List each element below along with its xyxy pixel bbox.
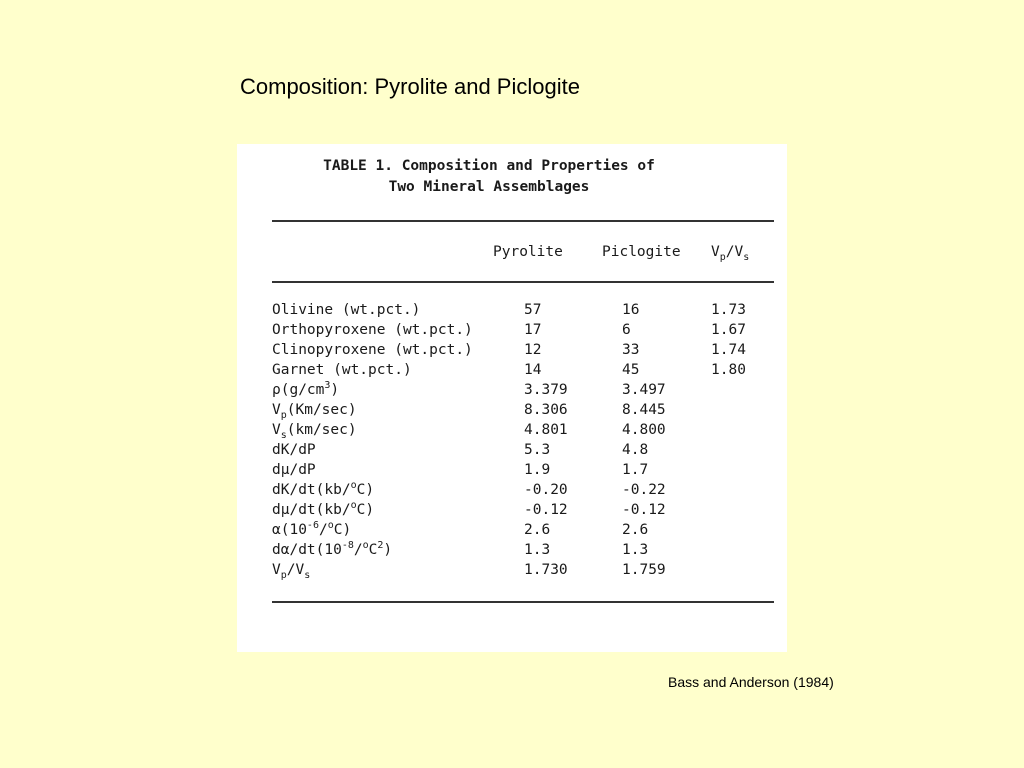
pyrolite-value: -0.20 (524, 482, 568, 498)
header-rule (272, 281, 774, 283)
pyrolite-value: 17 (524, 322, 542, 338)
piclogite-value: 16 (622, 302, 640, 318)
row-label-part: V (272, 562, 281, 578)
vp-vs-value: 1.74 (711, 342, 746, 358)
row-label-sup: 2 (377, 540, 384, 551)
pyrolite-value: 1.9 (524, 462, 551, 478)
row-label-part: C (368, 542, 378, 558)
pyrolite-value: 12 (524, 342, 542, 358)
row-label-part: V (272, 402, 281, 418)
row-label-part: ) (330, 382, 340, 398)
pyrolite-value: 1.730 (524, 562, 568, 578)
vp-vs-value: 1.80 (711, 362, 746, 378)
row-label-part: / (318, 522, 328, 538)
header-pyrolite: Pyrolite (493, 244, 563, 260)
table-image (237, 144, 787, 652)
pyrolite-value: 5.3 (524, 442, 551, 458)
row-label-part: C) (356, 502, 375, 518)
row-label-part: C) (333, 522, 352, 538)
pyrolite-value: 2.6 (524, 522, 551, 538)
row-label: Olivine (wt.pct.) (272, 302, 421, 318)
row-label-part: ρ(g/cm (272, 382, 325, 398)
table-row (237, 462, 787, 482)
row-label-part: dα/dt(10 (272, 542, 342, 558)
table-row (237, 342, 787, 362)
table-row (237, 422, 787, 442)
pyrolite-value: 1.3 (524, 542, 551, 558)
row-label-sup: o (327, 520, 334, 531)
row-label (272, 522, 351, 538)
row-label: Clinopyroxene (wt.pct.) (272, 342, 473, 358)
row-label-sup: o (350, 480, 357, 491)
row-label-sub: p (280, 410, 287, 421)
table-row (237, 562, 787, 582)
pyrolite-value: -0.12 (524, 502, 568, 518)
row-label-part: (km/sec) (286, 422, 357, 438)
vp-vs-value: 1.67 (711, 322, 746, 338)
piclogite-value: 6 (622, 322, 631, 338)
piclogite-value: 1.7 (622, 462, 649, 478)
row-label: Orthopyroxene (wt.pct.) (272, 322, 473, 338)
table-row (237, 402, 787, 422)
table-caption (237, 156, 741, 198)
table-row (237, 382, 787, 402)
header-vp-vs-v: V (711, 244, 720, 260)
row-label: dK/dP (272, 442, 316, 458)
table-row (237, 442, 787, 462)
row-label (272, 482, 374, 498)
row-label (272, 502, 374, 518)
piclogite-value: 4.8 (622, 442, 649, 458)
vp-vs-value: 1.73 (711, 302, 746, 318)
piclogite-value: -0.12 (622, 502, 666, 518)
piclogite-value: 1.3 (622, 542, 649, 558)
row-label-sub: s (280, 430, 287, 441)
table-caption-line-1: TABLE 1. Composition and Properties of (323, 158, 655, 174)
pyrolite-value: 14 (524, 362, 542, 378)
piclogite-value: -0.22 (622, 482, 666, 498)
row-label-part: (Km/sec) (286, 402, 357, 418)
table-body (237, 302, 787, 582)
piclogite-value: 2.6 (622, 522, 649, 538)
row-label-part: dK/dt(kb/ (272, 482, 351, 498)
row-label-sup: -8 (341, 540, 354, 551)
row-label-part: / (353, 542, 363, 558)
row-label-part: ) (383, 542, 393, 558)
row-label-part: V (272, 422, 281, 438)
table-row (237, 362, 787, 382)
row-label-sup: o (350, 500, 357, 511)
table-row (237, 522, 787, 542)
piclogite-value: 3.497 (622, 382, 666, 398)
piclogite-value: 1.759 (622, 562, 666, 578)
row-label-sub: s (304, 570, 311, 581)
row-label (272, 402, 357, 421)
slide-title: Composition: Pyrolite and Piclogite (240, 74, 580, 99)
header-vp-vs (711, 244, 750, 263)
pyrolite-value: 57 (524, 302, 542, 318)
header-vp-vs-sub-p: p (719, 252, 726, 263)
row-label-part: C) (356, 482, 375, 498)
row-label-sup: o (362, 540, 369, 551)
row-label (272, 542, 392, 558)
top-rule (272, 220, 774, 222)
pyrolite-value: 8.306 (524, 402, 568, 418)
row-label-sub: p (280, 570, 287, 581)
piclogite-value: 8.445 (622, 402, 666, 418)
bottom-rule (272, 601, 774, 603)
row-label: dμ/dP (272, 462, 316, 478)
pyrolite-value: 3.379 (524, 382, 568, 398)
table-row (237, 542, 787, 562)
row-label-part: /V (286, 562, 305, 578)
pyrolite-value: 4.801 (524, 422, 568, 438)
header-vp-vs-slash: /V (725, 244, 744, 260)
piclogite-value: 33 (622, 342, 640, 358)
row-label-sup: 3 (324, 380, 331, 391)
row-label-part: dμ/dt(kb/ (272, 502, 351, 518)
header-piclogite: Piclogite (602, 244, 681, 260)
table-row (237, 322, 787, 342)
attribution: Bass and Anderson (1984) (668, 674, 834, 690)
row-label (272, 382, 339, 398)
table-row (237, 502, 787, 522)
table-caption-line-2: Two Mineral Assemblages (388, 179, 590, 195)
piclogite-value: 45 (622, 362, 640, 378)
piclogite-value: 4.800 (622, 422, 666, 438)
row-label (272, 422, 357, 441)
table-row (237, 302, 787, 322)
header-vp-vs-sub-s: s (743, 252, 750, 263)
row-label (272, 562, 311, 581)
row-label-part: α(10 (272, 522, 307, 538)
row-label-sup: -6 (306, 520, 319, 531)
row-label: Garnet (wt.pct.) (272, 362, 412, 378)
table-row (237, 482, 787, 502)
